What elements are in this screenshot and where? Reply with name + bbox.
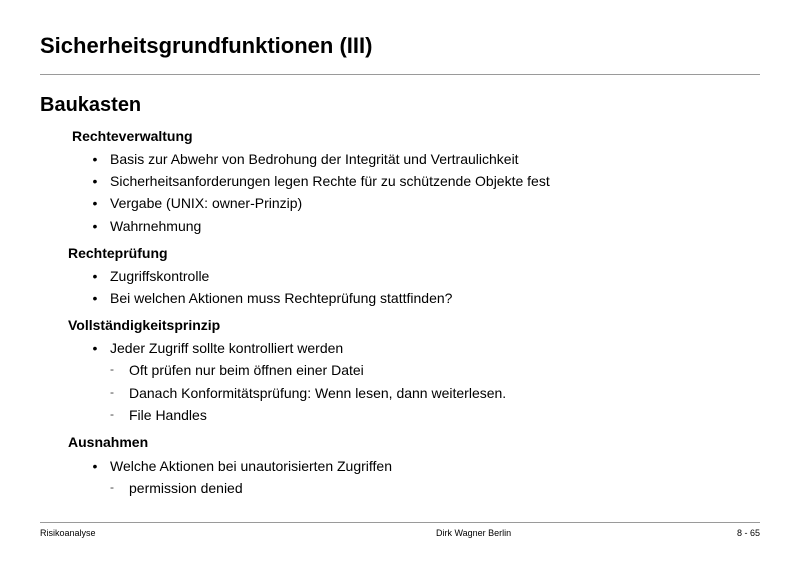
footer-author: Dirk Wagner Berlin (436, 528, 512, 538)
slide-title: Sicherheitsgrundfunktionen (III) (40, 33, 373, 58)
sub-list-item: Danach Konformitätsprüfung: Wenn lesen, dann weiterlesen. (129, 385, 507, 401)
section-heading-vollstaendigkeitsprinzip: Vollständigkeitsprinzip (68, 317, 221, 333)
list-item: Zugriffskontrolle (110, 268, 210, 284)
list-item: Jeder Zugriff sollte kontrolliert werden (110, 340, 344, 356)
dash-icon: - (110, 407, 114, 421)
slide-subtitle: Baukasten (40, 94, 142, 116)
sub-list-item: File Handles (129, 407, 207, 423)
title-divider (40, 74, 760, 75)
sub-list-item: permission denied (129, 480, 243, 496)
bullet-icon: • (92, 458, 98, 474)
bullet-icon: • (92, 218, 98, 234)
sub-list-item: Oft prüfen nur beim öffnen einer Datei (129, 362, 364, 378)
list-item: Sicherheitsanforderungen legen Rechte für zu schützende Objekte fest (110, 173, 550, 189)
bullet-icon: • (92, 268, 98, 284)
dash-icon: - (110, 385, 114, 399)
dash-icon: - (110, 362, 114, 376)
bullet-icon: • (92, 173, 98, 189)
bullet-icon: • (92, 340, 98, 356)
dash-icon: - (110, 480, 114, 494)
list-item: Basis zur Abwehr von Bedrohung der Integrität und Vertraulichkeit (110, 151, 519, 167)
bullet-icon: • (92, 151, 98, 167)
section-heading-rechteverwaltung: Rechteverwaltung (72, 128, 193, 144)
bullet-icon: • (92, 195, 98, 211)
list-item: Welche Aktionen bei unautorisierten Zugriffen (110, 458, 392, 474)
footer-course: Risikoanalyse (40, 528, 96, 538)
footer-page-number: 8 - 65 (736, 528, 760, 538)
footer-divider (40, 522, 760, 523)
section-heading-ausnahmen: Ausnahmen (68, 434, 149, 450)
section-heading-rechtepruefung: Rechteprüfung (68, 245, 168, 261)
bullet-icon: • (92, 290, 98, 306)
list-item: Bei welchen Aktionen muss Rechteprüfung stattfinden? (110, 290, 453, 306)
list-item: Vergabe (UNIX: owner-Prinzip) (110, 195, 303, 211)
list-item: Wahrnehmung (110, 218, 202, 234)
